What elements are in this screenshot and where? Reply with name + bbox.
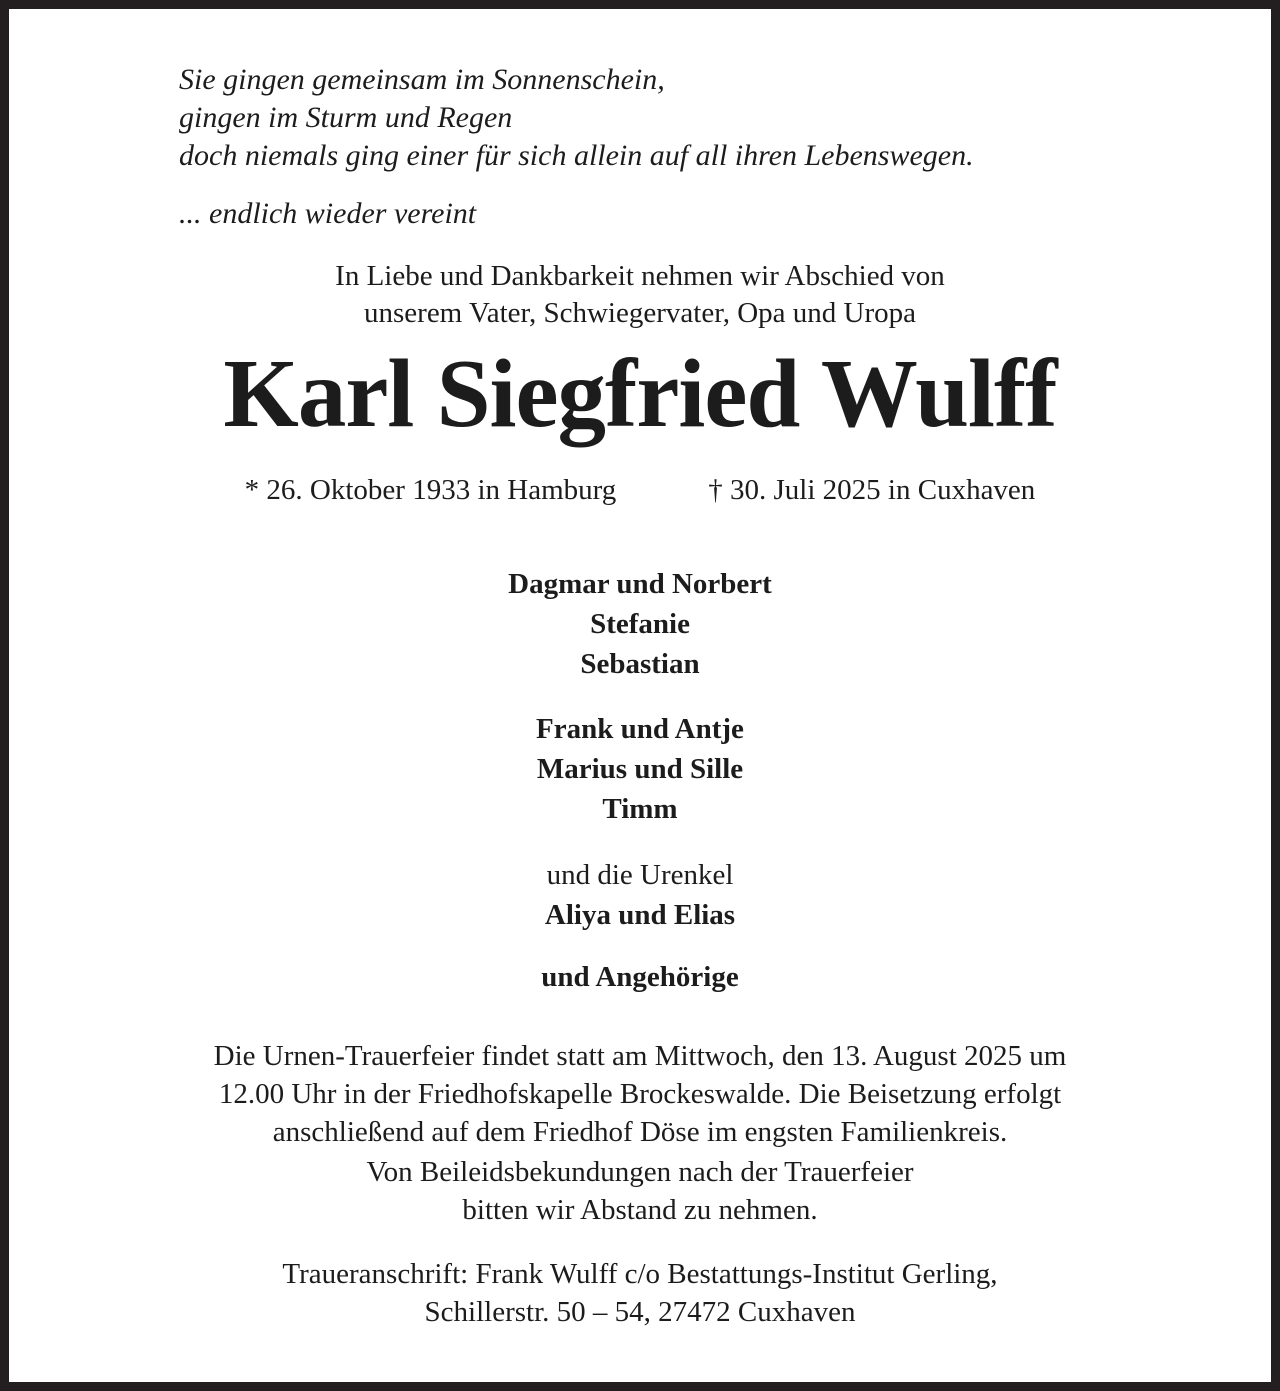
poem-reunion-line: ... endlich wieder vereint xyxy=(179,197,477,230)
address-line-2: Schillerstr. 50 – 54, 27472 Cuxhaven xyxy=(424,1296,856,1328)
funeral-line-2: 12.00 Uhr in der Friedhofskapelle Brockeswalde. Die Beisetzung erfolgt xyxy=(218,1078,1062,1110)
mourner-name: Stefanie xyxy=(590,608,690,640)
condolence-line-1: Von Beileidsbekundungen nach der Trauerfeier xyxy=(366,1156,914,1188)
mourner-group-1 xyxy=(9,564,1271,684)
funeral-line-1: Die Urnen-Trauerfeier findet statt am Mittwoch, den 13. August 2025 um xyxy=(213,1040,1067,1072)
funeral-details xyxy=(9,1037,1271,1151)
mourners-list xyxy=(9,564,1271,997)
intro-line-1: In Liebe und Dankbarkeit nehmen wir Abschied von xyxy=(335,260,945,292)
mourner-name: Timm xyxy=(602,793,678,825)
address-line-1: Traueranschrift: Frank Wulff c/o Bestattungs-Institut Gerling, xyxy=(282,1258,998,1290)
mourner-name: Marius und Sille xyxy=(536,753,744,785)
funeral-line-3: anschließend auf dem Friedhof Döse im engsten Familienkreis. xyxy=(272,1116,1008,1148)
life-dates xyxy=(9,472,1271,508)
mourning-address xyxy=(9,1255,1271,1331)
poem-verse xyxy=(179,61,1271,175)
death-date: † 30. Juli 2025 in Cuxhaven xyxy=(708,474,1036,506)
deceased-name: Karl Siegfried Wulff xyxy=(223,340,1057,447)
great-grandchildren-label: und die Urenkel xyxy=(546,859,734,891)
condolence-note xyxy=(9,1153,1271,1229)
poem-line-2: gingen im Sturm und Regen xyxy=(179,101,513,134)
intro-text xyxy=(9,258,1271,332)
poem-line-3: doch niemals ging einer für sich allein auf all ihren Lebenswegen. xyxy=(179,139,974,172)
great-grandchildren-names: Aliya und Elias xyxy=(544,899,736,931)
mourner-name: Sebastian xyxy=(580,648,700,680)
mourner-group-2 xyxy=(9,709,1271,829)
relatives-line: und Angehörige xyxy=(541,961,739,993)
poem-line-1: Sie gingen gemeinsam im Sonnenschein, xyxy=(179,63,665,96)
mourner-name: Frank und Antje xyxy=(536,713,744,745)
intro-line-2: unserem Vater, Schwiegervater, Opa und Uropa xyxy=(364,297,916,329)
great-grandchildren-group xyxy=(9,855,1271,935)
birth-date: * 26. Oktober 1933 in Hamburg xyxy=(244,474,617,506)
mourner-name: Dagmar und Norbert xyxy=(508,568,772,600)
condolence-line-2: bitten wir Abstand zu nehmen. xyxy=(462,1194,818,1226)
